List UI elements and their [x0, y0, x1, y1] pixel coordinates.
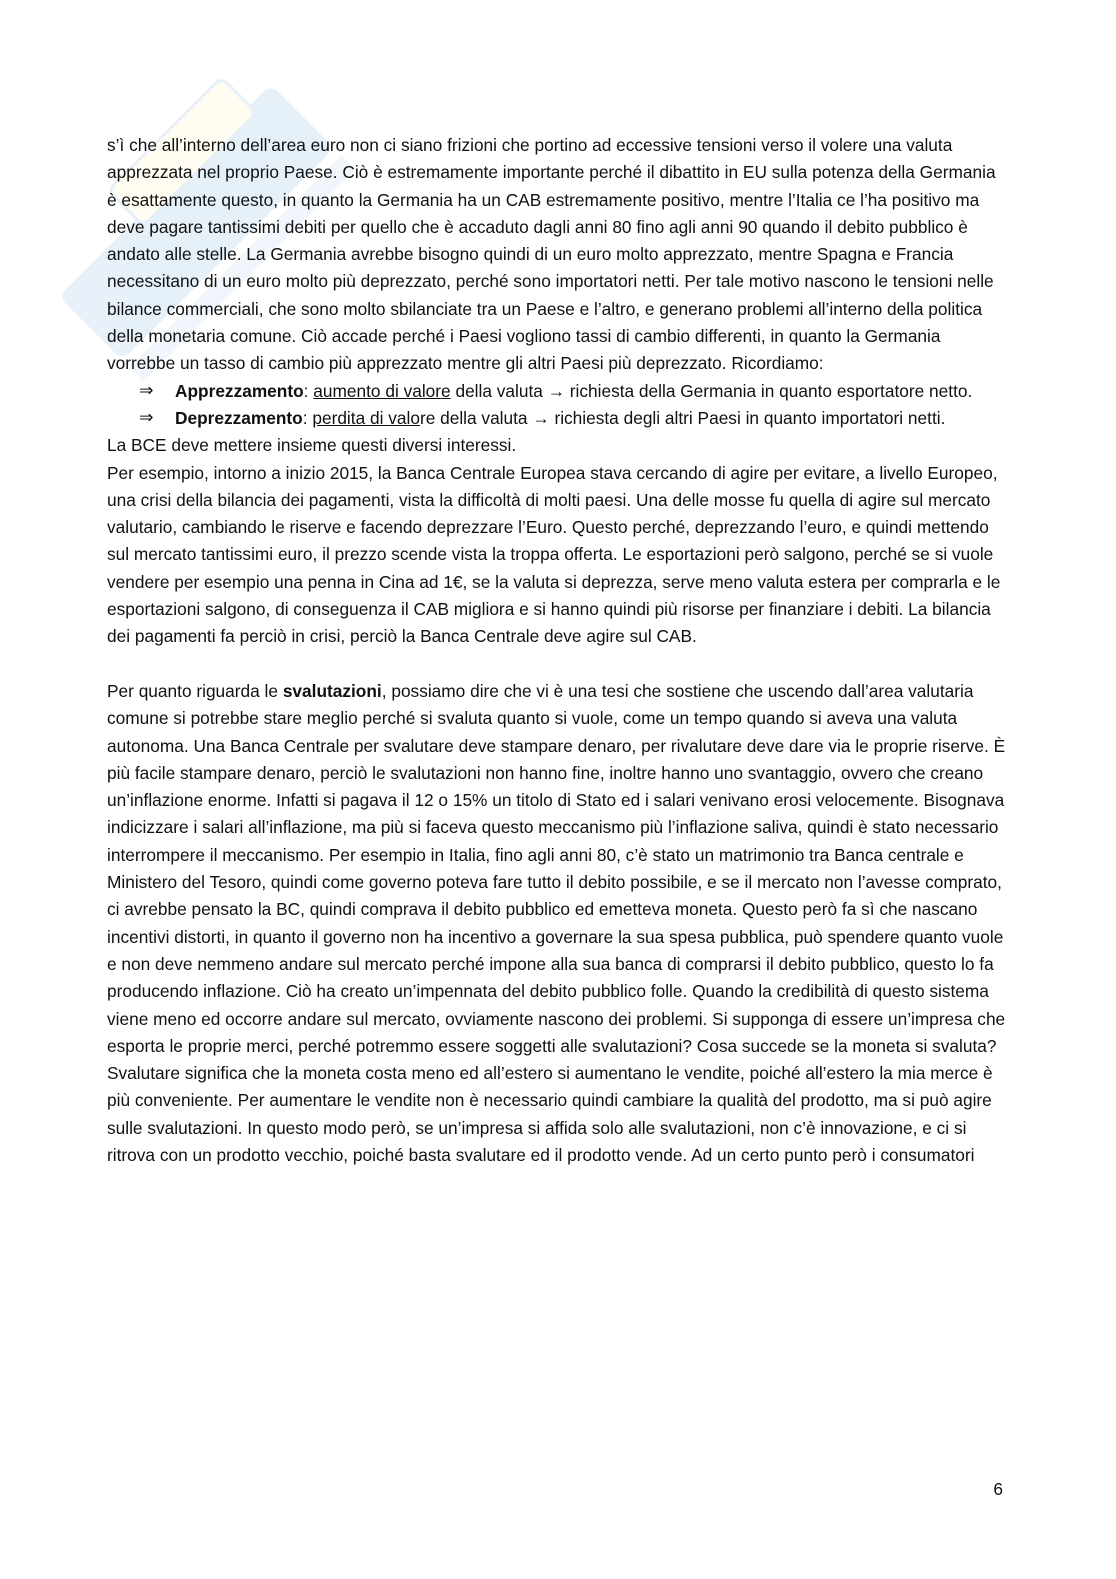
paragraph-bce-interests: La BCE deve mettere insieme questi diversi interessi. [107, 435, 517, 456]
underlined-definition: perdita di valo [312, 407, 420, 428]
term-svalutazioni: svalutazioni [282, 680, 382, 701]
definition-tail: richiesta degli altri Paesi in quanto importatori netti. [549, 407, 946, 428]
double-arrow-icon: ⇒ [139, 407, 154, 428]
definition-text: della valuta [450, 380, 548, 401]
definition-text: re della valuta [419, 407, 533, 428]
paragraph-euro-tensions: s’ì che all’interno dell’area euro non ci siano frizioni che portino ad eccessive tensioni verso il volere una valuta apprezzata nel proprio Paese. Ciò è estremamente importante perché il dibattito in EU sulla potenza della Germania è esattamente questo, in quanto la Germania ha un CAB estremamente positivo, mentre l’Italia ce l’ha positivo ma deve pagare tantissimi debiti per quello che è accaduto dagli anni 80 fino agli anni 90 quando il debito pubblico è andato alle stelle. La Germania avrebbe bisogno quindi di un euro molto apprezzato, mentre Spagna e Francia necessitano di un euro molto più deprezzato, perché sono importatori netti. Per tale motivo nascono le tensioni nelle bilance commerciali, che sono molto sbilanciate tra un Paese e l’altro, e generano problemi all’interno della politica della monetaria comune. Ciò accade perché i Paesi vogliono tassi di cambio differenti, in quanto la Germania vorrebbe un tasso di cambio più apprezzato mentre gli altri Paesi più deprezzato. Ricordiamo: [107, 135, 996, 374]
paragraph-svalutazioni [107, 678, 1007, 1169]
document-body [107, 132, 1007, 1169]
definition-tail: richiesta della Germania in quanto esportatore netto. [564, 380, 973, 401]
double-arrow-icon: ⇒ [139, 380, 154, 401]
underlined-definition: aumento di valore [313, 380, 451, 401]
list-item-deprezzamento [107, 405, 1007, 432]
right-arrow-icon: → [547, 380, 565, 401]
page-number: 6 [993, 1479, 1003, 1499]
colon: : [302, 407, 313, 428]
paragraph-spacer [107, 651, 1007, 678]
right-arrow-icon: → [532, 407, 550, 428]
paragraph-text: , possiamo dire che vi è una tesi che sostiene che uscendo dall’area valutaria comune si potrebbe stare meglio perché si svaluta quanto si vuole, come un tempo quando si aveva una valuta autonoma. Una Banca Centrale per svalutare deve stampare denaro, per rivalutare deve dare via le proprie riserve. È più facile stampare denaro, perciò le svalutazioni non hanno fine, inoltre hanno uno svantaggio, ovvero che creano un’inflazione enorme. Infatti si pagava il 12 o 15% un titolo di Stato ed i salari venivano erosi velocemente. Bisognava indicizzare i salari all’inflazione, ma più si faceva questo meccanismo più l’inflazione saliva, quindi è stato necessario interrompere il meccanismo. Per esempio in Italia, fino agli anni 80, c’è stato un matrimonio tra Banca centrale e Ministero del Tesoro, quindi come governo poteva fare tutto il debito possibile, e se il mercato non l’avesse comprato, ci avrebbe pensato la BC, quindi comprava il debito pubblico ed emetteva moneta. Questo però fa sì che nascano incentivi distorti, in quanto il governo non ha incentivo a governare la sua spesa pubblica, può spendere quanto vuole e non deve nemmeno andare sul mercato perché impone alla sua banca di comprarsi il debito pubblico, questo lo fa producendo inflazione. Ciò ha creato un’impennata del debito pubblico folle. Quando la credibilità di questo sistema viene meno ed occorre andare sul mercato, ovviamente nascono dei problemi. Si supponga di essere un’impresa che esporta le proprie merci, perché potremmo essere soggetti alle svalutazioni? Cosa succede se la moneta si svaluta? Svalutare significa che la moneta costa meno ed all’estero si aumentano le vendite, poiché all’estero la mia merce è più conveniente. Per aumentare le vendite non è necessario quindi cambiare la qualità del prodotto, ma si può agire sulle svalutazioni. In questo modo però, se un’impresa si affida solo alle svalutazioni, non c’è innovazione, e ci si ritrova con un prodotto vecchio, poiché basta svalutare ed il prodotto vende. Ad un certo punto però i consumatori [107, 680, 1006, 1165]
definition-list [107, 378, 1007, 433]
term-deprezzamento: Deprezzamento [175, 407, 303, 428]
colon: : [303, 380, 314, 401]
term-apprezzamento: Apprezzamento [175, 380, 304, 401]
paragraph-intro: Per quanto riguarda le [107, 680, 283, 701]
list-item-apprezzamento [107, 378, 1007, 405]
paragraph-bce-2015: Per esempio, intorno a inizio 2015, la Banca Centrale Europea stava cercando di agire per evitare, a livello Europeo, una crisi della bilancia dei pagamenti, vista la difficoltà di molti paesi. Una delle mosse fu quella di agire sul mercato valutario, cambiando le riserve e facendo deprezzare l’Euro. Questo perché, deprezzando l’euro, e quindi mettendo sul mercato tantissimi euro, il prezzo scende vista la troppa offerta. Le esportazioni però salgono, perché se si vuole vendere per esempio una penna in Cina ad 1€, se la valuta si deprezza, serve meno valuta estera per comprarla e le esportazioni salgono, di conseguenza il CAB migliora e si hanno quindi più risorse per finanziare i debiti. La bilancia dei pagamenti fa perciò in crisi, perciò la Banca Centrale deve agire sul CAB. [107, 462, 1001, 647]
